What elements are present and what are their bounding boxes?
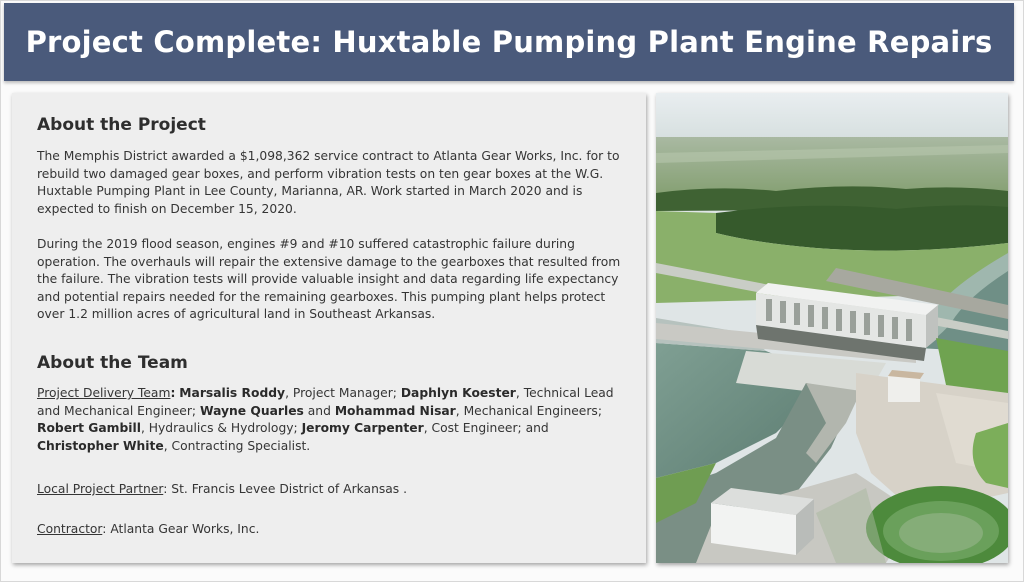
member-join: and: [303, 403, 335, 418]
local-partner-label: Local Project Partner: [37, 482, 164, 496]
member-name: Robert Gambill: [37, 421, 141, 436]
content-panel: [12, 93, 646, 563]
member-name: Christopher White: [37, 438, 164, 453]
contractor-value: : Atlanta Gear Works, Inc.: [102, 522, 260, 536]
project-paragraph-2: During the 2019 flood season, engines #9 and #10 suffered catastrophic failure during operation. The overhauls will repair the extensive damage to the gearboxes that resulted from the failure. The vibration tests will provide valuable insight and data regarding life expectancy and potential repairs needed for the remaining gearboxes. This pumping plant helps protect over 1.2 million acres of agricultural land in Southeast Arkansas.: [37, 237, 621, 322]
delivery-team-paragraph: Project Delivery Team: Marsalis Roddy, Project Manager; Daphlyn Koester, Technical Lead and Mechanical Engineer; Wayne Quarles and Mohammad Nisar, Mechanical Engineers; Robert Gambill, Hydraulics & Hydrology; Jeromy Carpenter, Cost Engineer; and Christopher White, Contracting Specialist.: [37, 386, 614, 453]
member-name: Marsalis Roddy: [179, 386, 286, 400]
member-role: , Hydraulics & Hydrology;: [140, 421, 302, 436]
member-role: , Technical Lead and Mechanical Engineer;: [37, 386, 614, 418]
member-role: , Contracting Specialist.: [163, 438, 311, 453]
local-partner-line: [37, 481, 629, 499]
local-partner-value: : St. Francis Levee District of Arkansas .: [163, 482, 408, 496]
member-name: Wayne Quarles: [199, 403, 304, 418]
about-project-heading: About the Project: [37, 115, 206, 135]
member-name: Mohammad Nisar: [334, 403, 456, 418]
member-name: Jeromy Carpenter: [301, 421, 424, 436]
aerial-photo: [656, 93, 1008, 563]
title-banner: [4, 3, 1014, 81]
member-role: , Project Manager;: [285, 386, 401, 400]
contractor-label: Contractor: [37, 522, 103, 536]
page-title: Project Complete: Huxtable Pumping Plant Engine Repairs: [25, 25, 993, 59]
contractor-line: [37, 521, 629, 539]
white-warehouse: [711, 488, 814, 555]
member-name: Daphlyn Koester: [400, 386, 516, 400]
member-role: , Mechanical Engineers;: [455, 403, 602, 418]
about-team-heading: About the Team: [37, 353, 188, 373]
delivery-team-label: Project Delivery Team: [37, 386, 171, 400]
project-paragraph-1: The Memphis District awarded a $1,098,362 service contract to Atlanta Gear Works, Inc. for to rebuild two damaged gear boxes, and perform vibration tests on ten gear boxes at the W.G. Huxtable Pumping Plant in Lee County, Marianna, AR. Work started in March 2020 and is expected to finish on December 15, 2020.: [37, 149, 620, 216]
member-role: , Cost Engineer; and: [423, 421, 549, 436]
aerial-pumping-plant-image: [656, 93, 1008, 563]
